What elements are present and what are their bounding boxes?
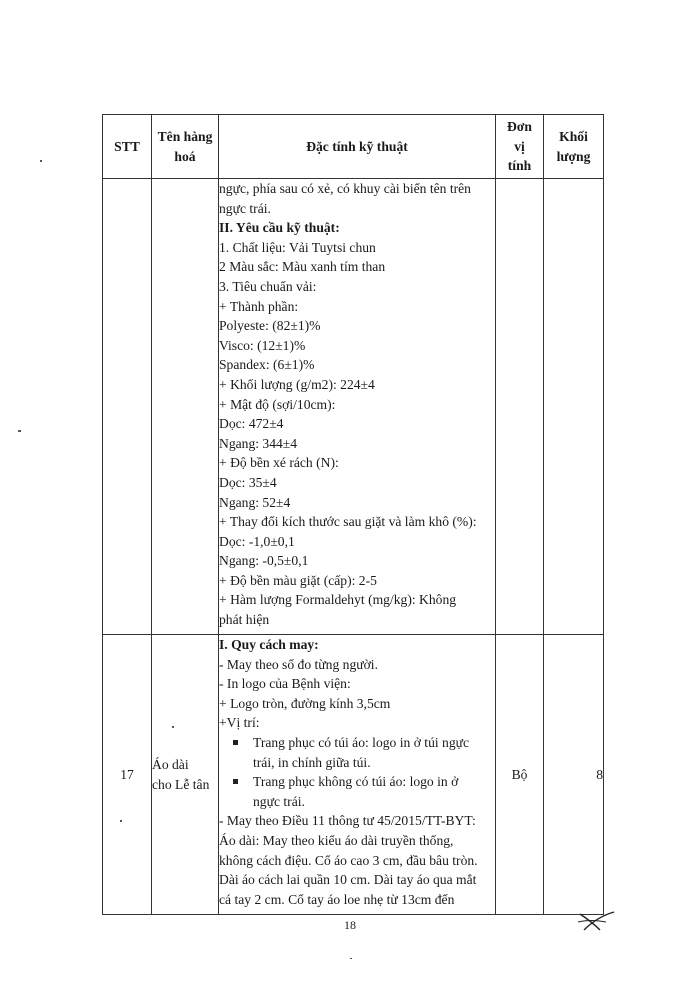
- spec-line: Spandex: (6±1)%: [219, 357, 315, 373]
- cell-qty-empty: [544, 179, 604, 635]
- spec-line: Áo dài: May theo kiểu áo dài truyền thống,: [219, 832, 454, 848]
- spec-section-heading: I. Quy cách may:: [219, 637, 319, 652]
- spec-line: + Thay đổi kích thước sau giặt và làm khô (%):: [219, 514, 477, 530]
- spec-line: + Độ bền xé rách (N):: [219, 455, 339, 471]
- scan-speck: [120, 820, 122, 822]
- cell-qty: 8: [544, 635, 604, 915]
- cell-name-empty: [152, 179, 219, 635]
- scan-speck: [350, 958, 352, 959]
- spec-line: không cách điệu. Cổ áo cao 3 cm, đầu bâu tròn.: [219, 852, 478, 868]
- spec-line: Ngang: 344±4: [219, 435, 298, 451]
- spec-line: Dọc: 472±4: [219, 416, 284, 432]
- spec-line: + Thành phần:: [219, 298, 299, 314]
- spec-line: - In logo của Bệnh viện:: [219, 676, 351, 692]
- spec-line: 2 Màu sắc: Màu xanh tím than: [219, 259, 386, 275]
- spec-line: Dọc: 35±4: [219, 474, 277, 490]
- cell-spec-continued: [219, 179, 496, 635]
- header-row: [103, 115, 604, 179]
- header-qty: Khối lượng: [544, 115, 604, 179]
- cell-unit: Bộ: [496, 635, 544, 915]
- bullet-list: [219, 733, 495, 811]
- header-unit: Đơn vị tính: [496, 115, 544, 179]
- spec-line: cá tay 2 cm. Cổ tay áo loe nhẹ từ 13cm đến: [219, 891, 455, 907]
- spec-line: + Hàm lượng Formaldehyt (mg/kg): Không: [219, 592, 457, 608]
- spec-line: - May theo Điều 11 thông tư 45/2015/TT-BYT:: [219, 813, 476, 829]
- table-row-17: [103, 635, 604, 915]
- bullet-item: Trang phục không có túi áo: logo in ở ngực trái.: [253, 772, 495, 811]
- spec-section-heading: II. Yêu cầu kỹ thuật:: [219, 220, 340, 236]
- spec-line: +Vị trí:: [219, 715, 260, 731]
- spec-line: ngực, phía sau có xẻ, có khuy cài biển tên trên: [219, 181, 471, 196]
- scan-speck: [172, 726, 174, 728]
- spec-line: + Logo tròn, đường kính 3,5cm: [219, 695, 391, 711]
- spec-line: Ngang: -0,5±0,1: [219, 553, 309, 569]
- spec-table: [102, 114, 604, 915]
- header-name: Tên hàng hoá: [152, 115, 219, 179]
- spec-line: Visco: (12±1)%: [219, 337, 306, 353]
- spec-line: - May theo số đo từng người.: [219, 656, 378, 672]
- spec-line: 3. Tiêu chuẩn vải:: [219, 278, 317, 294]
- page-number: 18: [344, 918, 356, 932]
- spec-line: Ngang: 52±4: [219, 494, 291, 510]
- initials-signature: [576, 908, 616, 934]
- bullet-item: Trang phục có túi áo: logo in ở túi ngực trái, in chính giữa túi.: [253, 733, 495, 772]
- spec-line: phát hiện: [219, 612, 270, 628]
- spec-line: + Khối lượng (g/m2): 224±4: [219, 376, 375, 392]
- cell-item-name: Áo dài cho Lễ tân: [152, 635, 219, 915]
- scan-speck: [40, 160, 42, 162]
- header-stt: STT: [103, 115, 152, 179]
- spec-line: + Mật độ (sợi/10cm):: [219, 396, 336, 412]
- cell-stt: 17: [103, 635, 152, 915]
- spec-line: Dài áo cách lai quần 10 cm. Dài tay áo qua mắt: [219, 872, 477, 888]
- spec-line: ngực trái.: [219, 200, 271, 216]
- cell-spec: [219, 635, 496, 915]
- cell-unit-empty: [496, 179, 544, 635]
- header-spec: Đặc tính kỹ thuật: [219, 115, 496, 179]
- cell-stt-empty: [103, 179, 152, 635]
- scan-speck: [18, 430, 21, 432]
- spec-line: Polyeste: (82±1)%: [219, 318, 321, 334]
- spec-line: 1. Chất liệu: Vải Tuytsi chun: [219, 239, 376, 255]
- table-row-continued: [103, 179, 604, 635]
- spec-line: + Độ bền màu giặt (cấp): 2-5: [219, 572, 377, 588]
- spec-line: Dọc: -1,0±0,1: [219, 533, 295, 549]
